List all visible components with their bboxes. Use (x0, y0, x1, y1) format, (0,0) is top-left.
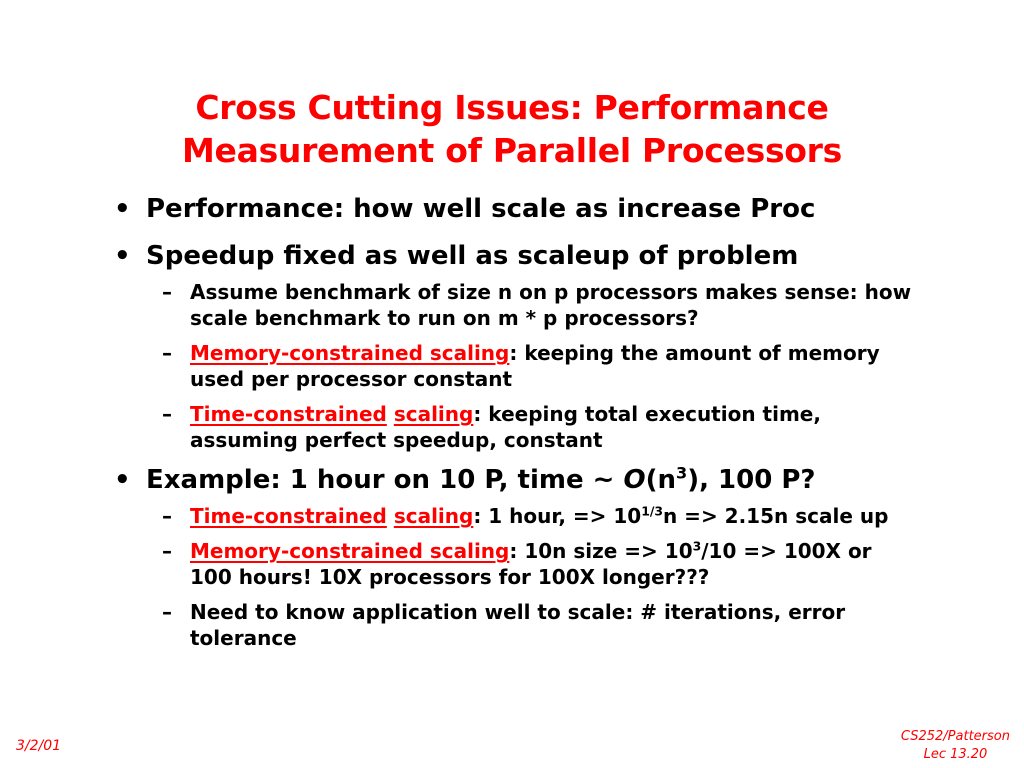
footer-course-info (901, 728, 1010, 764)
subbullet-text-pre: : 10n size => 10 (509, 539, 693, 563)
subbullet-line-1 (190, 401, 1002, 427)
slide-title (0, 86, 1024, 172)
dash-marker: – (162, 402, 172, 426)
subbullet-line-2: used per processor constant (190, 367, 513, 391)
example-subitems (112, 503, 1002, 651)
subbullet-memory-constrained-example (112, 538, 1002, 590)
bullet-speedup (112, 239, 1002, 273)
term-memory-constrained-scaling: Memory-constrained scaling (190, 539, 510, 563)
slide-body (112, 192, 1002, 661)
dash-marker: – (162, 600, 172, 624)
subbullet-line-1: Need to know application well to scale: # iterations, error (190, 600, 846, 624)
speedup-subitems (112, 279, 1002, 453)
subbullet-line-1 (190, 340, 1002, 366)
big-o-symbol: O (623, 465, 646, 495)
dash-marker: – (162, 280, 172, 304)
bullet-text-post: ), 100 P? (687, 465, 816, 495)
term-time-constrained: Time-constrained (190, 402, 387, 426)
footer-lecture-number: Lec 13.20 (923, 747, 988, 762)
footer-date: 3/2/01 (16, 738, 62, 754)
subbullet-line-2: tolerance (190, 626, 297, 650)
bullet-text-pre: Example: 1 hour on 10 P, time ~ (146, 465, 624, 495)
term-scaling: scaling (393, 504, 474, 528)
bullet-text: Performance: how well scale as increase Proc (146, 194, 816, 224)
bullet-performance (112, 192, 1002, 226)
exponent: 3 (692, 538, 702, 554)
subbullet-line-2: assuming perfect speedup, constant (190, 428, 603, 452)
term-scaling: scaling (393, 402, 474, 426)
subbullet-need-to-know (112, 599, 1002, 651)
title-line-2: Measurement of Parallel Processors (182, 131, 842, 170)
subbullet-text-post: n => 2.15n scale up (662, 504, 889, 528)
bullet-marker: • (114, 241, 131, 271)
term-time-constrained: Time-constrained (190, 504, 387, 528)
subbullet-memory-constrained (112, 340, 1002, 392)
subbullet-text-post: /10 => 100X or (701, 539, 872, 563)
footer-course-name: CS252/Patterson (900, 729, 1010, 744)
subbullet-time-constrained-example (112, 503, 1002, 529)
subbullet-line-1: Assume benchmark of size n on p processors makes sense: how (190, 280, 912, 304)
subbullet-line-1 (190, 503, 1002, 529)
subbullet-line-2: 100 hours! 10X processors for 100X longer??? (190, 565, 710, 589)
bullet-text: Speedup fixed as well as scaleup of problem (146, 241, 799, 271)
subbullet-assume-benchmark (112, 279, 1002, 331)
exponent: 3 (676, 463, 688, 483)
dash-marker: – (162, 341, 172, 365)
subbullet-line-1 (190, 538, 1002, 564)
bullet-text-paren: (n (645, 465, 677, 495)
term-memory-constrained-scaling: Memory-constrained scaling (190, 341, 510, 365)
bullet-example (112, 463, 1002, 497)
exponent: 1/3 (641, 503, 663, 519)
subbullet-text: : keeping total execution time, (473, 402, 821, 426)
subbullet-text: : keeping the amount of memory (509, 341, 880, 365)
bullet-marker: • (114, 465, 131, 495)
bullet-marker: • (114, 194, 131, 224)
title-line-1: Cross Cutting Issues: Performance (195, 88, 829, 127)
subbullet-time-constrained (112, 401, 1002, 453)
dash-marker: – (162, 504, 172, 528)
subbullet-line-2: scale benchmark to run on m * p processors? (190, 306, 699, 330)
dash-marker: – (162, 539, 172, 563)
subbullet-text-pre: : 1 hour, => 10 (473, 504, 642, 528)
